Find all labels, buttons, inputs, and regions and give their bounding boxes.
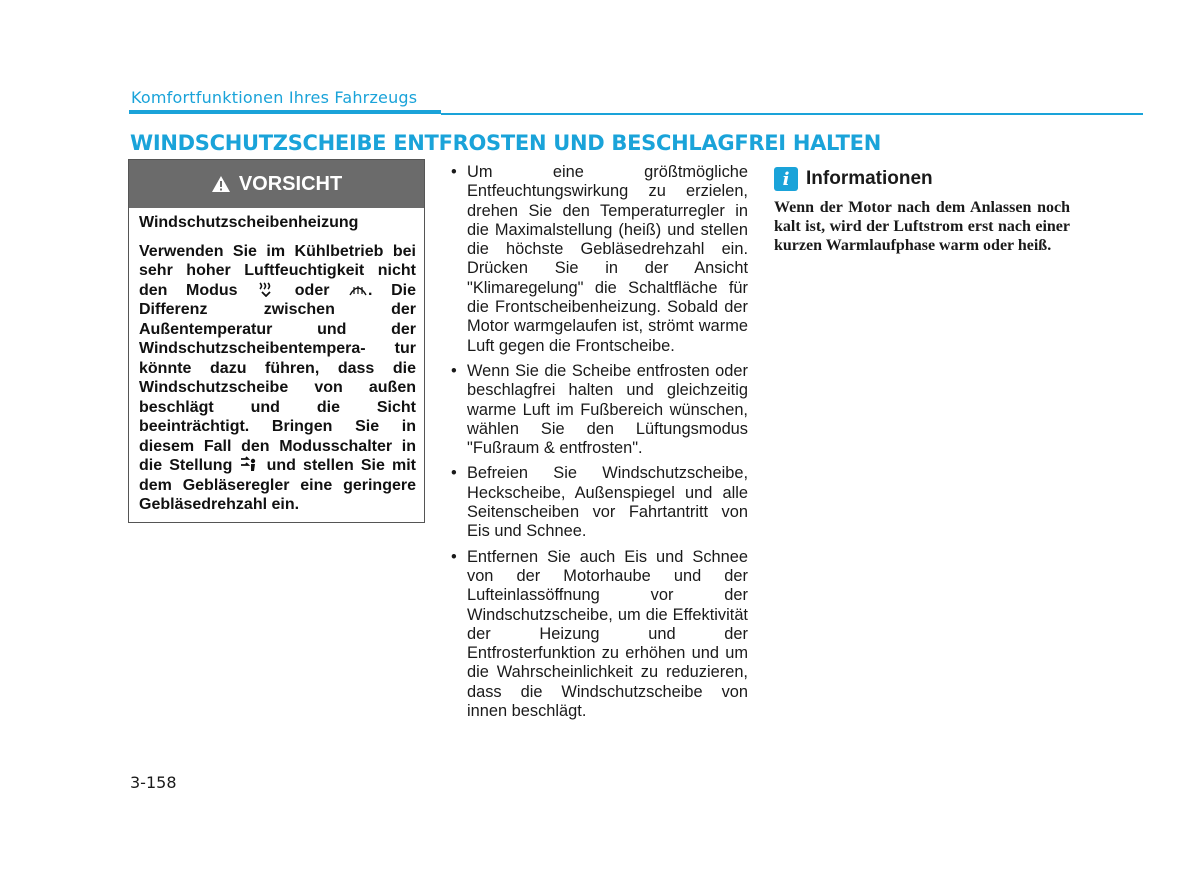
- caution-text-part-4: und stellen Sie mit dem Gebläseregler eine geringere Gebläsedrehzahl ein.: [139, 457, 417, 513]
- info-title: Informationen: [806, 168, 933, 189]
- list-item: • Wenn Sie die Scheibe entfrosten oder beschlagfrei halten und gleichzeitig warme Luft im Fußbereich wünschen, wählen Sie den Lüftungsmodus "Fußraum & entfrosten".: [450, 362, 748, 458]
- caution-box: [128, 159, 425, 523]
- caution-body: [139, 213, 416, 515]
- section-title: WINDSCHUTZSCHEIBE ENTFROSTEN UND BESCHLAGFREI HALTEN: [130, 131, 881, 155]
- caution-subtitle: Windschutzscheibenheizung: [139, 214, 359, 231]
- caution-text-part-1: Verwenden Sie im Kühlbetrieb bei sehr hoher Luftfeuchtigkeit nicht den Modus: [139, 242, 416, 299]
- face-vent-mode-icon: [239, 456, 259, 472]
- floor-defrost-mode-icon: [256, 281, 276, 297]
- main-text-column: [450, 163, 748, 727]
- caution-text: [139, 242, 416, 515]
- warning-triangle-icon: [211, 175, 231, 193]
- info-text: Wenn der Motor nach dem Anlassen noch kalt ist, wird der Luftstrom erst nach einer kurzen Warmlaufphase warm oder heiß.: [774, 199, 1070, 255]
- page-number: 3-158: [130, 773, 177, 792]
- list-item: • Befreien Sie Windschutzscheibe, Heckscheibe, Außenspiegel und alle Seitenscheiben vor Fahrtantritt von Eis und Schnee.: [450, 464, 748, 541]
- caution-header: [129, 160, 424, 208]
- header-rule-thin: [441, 113, 1143, 115]
- caution-title: VORSICHT: [238, 172, 343, 195]
- chapter-header: Komfortfunktionen Ihres Fahrzeugs: [131, 88, 418, 107]
- info-header: [774, 167, 933, 191]
- windshield-defrost-icon: [348, 281, 368, 297]
- header-rule-thick: [129, 110, 441, 114]
- caution-text-part-3: . Die Differenz zwischen der Außentemperatur und der Windschutzscheibentempera- tur könnte dazu führen, dass die Windschutzscheibe von außen beschlägt und die Sicht beeinträchtigt. Bringen Sie in diesem Fall den Modusschalter in die Stellung: [139, 281, 416, 474]
- caution-text-part-2: oder: [294, 281, 330, 299]
- list-item: • Um eine größtmögliche Entfeuchtungswirkung zu erzielen, drehen Sie den Temperaturregler in die Maximalstellung (heiß) und stellen die höchste Gebläsedrehzahl ein. Drücken Sie in der Ansicht "Klimaregelung" die Schaltfläche für die Frontscheibenheizung. Sobald der Motor warmgelaufen ist, strömt warme Luft gegen die Frontscheibe.: [450, 163, 748, 356]
- info-icon: i: [774, 167, 798, 191]
- list-item: • Entfernen Sie auch Eis und Schnee von der Motorhaube und der Lufteinlassöffnung vor der Windschutzscheibe, um die Effektivität der Heizung und der Entfrosterfunktion zu erhöhen und um die Wahrscheinlichkeit zu reduzieren, dass die Windschutzscheibe von innen beschlägt.: [450, 548, 748, 722]
